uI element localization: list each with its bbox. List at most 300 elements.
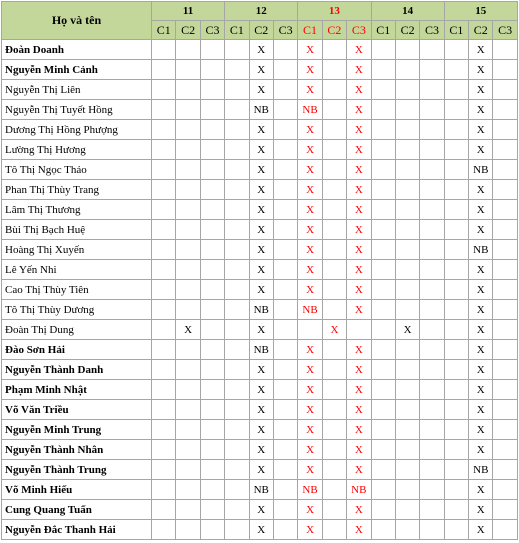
mark-cell[interactable] xyxy=(420,460,444,480)
mark-cell[interactable] xyxy=(225,300,249,320)
mark-cell[interactable] xyxy=(176,80,200,100)
mark-cell[interactable]: X xyxy=(469,320,493,340)
mark-cell[interactable] xyxy=(493,440,517,460)
mark-cell[interactable] xyxy=(493,240,517,260)
mark-cell[interactable]: X xyxy=(298,220,322,240)
mark-cell[interactable] xyxy=(225,340,249,360)
mark-cell[interactable] xyxy=(152,180,176,200)
student-name-cell[interactable]: Đào Sơn Hải xyxy=(2,340,152,360)
mark-cell[interactable] xyxy=(225,480,249,500)
mark-cell[interactable]: X xyxy=(249,120,273,140)
mark-cell[interactable] xyxy=(200,160,224,180)
mark-cell[interactable]: X xyxy=(298,40,322,60)
mark-cell[interactable] xyxy=(322,40,346,60)
mark-cell[interactable] xyxy=(444,400,468,420)
mark-cell[interactable] xyxy=(273,80,297,100)
mark-cell[interactable] xyxy=(420,520,444,540)
mark-cell[interactable]: X xyxy=(249,400,273,420)
student-name-cell[interactable]: Võ Văn Triều xyxy=(2,400,152,420)
mark-cell[interactable]: X xyxy=(249,500,273,520)
mark-cell[interactable] xyxy=(420,360,444,380)
student-name-cell[interactable]: Nguyễn Thành Nhân xyxy=(2,440,152,460)
mark-cell[interactable] xyxy=(371,500,395,520)
mark-cell[interactable]: X xyxy=(347,220,371,240)
mark-cell[interactable] xyxy=(420,240,444,260)
mark-cell[interactable] xyxy=(395,420,419,440)
student-name-cell[interactable]: Đoàn Doanh xyxy=(2,40,152,60)
mark-cell[interactable] xyxy=(395,300,419,320)
mark-cell[interactable] xyxy=(273,220,297,240)
mark-cell[interactable] xyxy=(176,360,200,380)
mark-cell[interactable] xyxy=(395,500,419,520)
mark-cell[interactable] xyxy=(395,100,419,120)
mark-cell[interactable] xyxy=(225,40,249,60)
student-name-cell[interactable]: Phạm Minh Nhật xyxy=(2,380,152,400)
student-name-cell[interactable]: Nguyễn Thị Liên xyxy=(2,80,152,100)
mark-cell[interactable]: X xyxy=(249,260,273,280)
mark-cell[interactable] xyxy=(225,260,249,280)
mark-cell[interactable]: X xyxy=(298,240,322,260)
mark-cell[interactable] xyxy=(225,400,249,420)
mark-cell[interactable] xyxy=(444,440,468,460)
mark-cell[interactable] xyxy=(444,60,468,80)
subcolumn-header[interactable]: C3 xyxy=(420,21,444,40)
mark-cell[interactable] xyxy=(420,500,444,520)
mark-cell[interactable] xyxy=(225,140,249,160)
mark-cell[interactable]: X xyxy=(347,200,371,220)
mark-cell[interactable]: X xyxy=(469,520,493,540)
mark-cell[interactable] xyxy=(420,140,444,160)
mark-cell[interactable] xyxy=(493,320,517,340)
mark-cell[interactable] xyxy=(420,100,444,120)
mark-cell[interactable] xyxy=(371,420,395,440)
mark-cell[interactable] xyxy=(152,40,176,60)
student-name-cell[interactable]: Đoàn Thị Dung xyxy=(2,320,152,340)
mark-cell[interactable] xyxy=(420,40,444,60)
mark-cell[interactable]: X xyxy=(347,500,371,520)
mark-cell[interactable] xyxy=(371,220,395,240)
mark-cell[interactable]: NB xyxy=(298,300,322,320)
mark-cell[interactable] xyxy=(444,480,468,500)
mark-cell[interactable] xyxy=(176,420,200,440)
mark-cell[interactable] xyxy=(444,180,468,200)
mark-cell[interactable] xyxy=(371,480,395,500)
subcolumn-header[interactable]: C2 xyxy=(176,21,200,40)
mark-cell[interactable] xyxy=(444,240,468,260)
mark-cell[interactable] xyxy=(395,140,419,160)
mark-cell[interactable] xyxy=(493,400,517,420)
mark-cell[interactable]: X xyxy=(249,80,273,100)
subcolumn-header[interactable]: C1 xyxy=(298,21,322,40)
mark-cell[interactable] xyxy=(152,140,176,160)
mark-cell[interactable] xyxy=(152,380,176,400)
mark-cell[interactable] xyxy=(444,280,468,300)
student-name-cell[interactable]: Nguyễn Minh Cảnh xyxy=(2,60,152,80)
mark-cell[interactable]: X xyxy=(298,500,322,520)
mark-cell[interactable] xyxy=(420,340,444,360)
mark-cell[interactable] xyxy=(322,440,346,460)
mark-cell[interactable] xyxy=(395,220,419,240)
mark-cell[interactable]: X xyxy=(298,140,322,160)
mark-cell[interactable]: NB xyxy=(249,480,273,500)
mark-cell[interactable] xyxy=(200,260,224,280)
mark-cell[interactable]: NB xyxy=(469,160,493,180)
student-name-cell[interactable]: Lê Yến Nhi xyxy=(2,260,152,280)
mark-cell[interactable] xyxy=(395,480,419,500)
mark-cell[interactable]: X xyxy=(469,140,493,160)
mark-cell[interactable] xyxy=(322,260,346,280)
student-name-cell[interactable]: Tô Thị Thùy Dương xyxy=(2,300,152,320)
mark-cell[interactable] xyxy=(273,340,297,360)
mark-cell[interactable] xyxy=(322,180,346,200)
mark-cell[interactable]: X xyxy=(347,140,371,160)
mark-cell[interactable]: X xyxy=(469,500,493,520)
mark-cell[interactable] xyxy=(152,340,176,360)
mark-cell[interactable] xyxy=(200,500,224,520)
mark-cell[interactable] xyxy=(371,320,395,340)
mark-cell[interactable] xyxy=(322,340,346,360)
mark-cell[interactable] xyxy=(322,380,346,400)
mark-cell[interactable]: NB xyxy=(347,480,371,500)
mark-cell[interactable]: X xyxy=(469,360,493,380)
mark-cell[interactable] xyxy=(200,280,224,300)
mark-cell[interactable] xyxy=(152,220,176,240)
subcolumn-header[interactable]: C3 xyxy=(347,21,371,40)
mark-cell[interactable] xyxy=(444,200,468,220)
mark-cell[interactable]: X xyxy=(249,160,273,180)
mark-cell[interactable] xyxy=(444,80,468,100)
mark-cell[interactable]: X xyxy=(249,420,273,440)
mark-cell[interactable] xyxy=(152,120,176,140)
mark-cell[interactable] xyxy=(493,220,517,240)
mark-cell[interactable] xyxy=(225,160,249,180)
mark-cell[interactable] xyxy=(273,480,297,500)
mark-cell[interactable] xyxy=(298,320,322,340)
mark-cell[interactable] xyxy=(322,200,346,220)
mark-cell[interactable] xyxy=(225,460,249,480)
mark-cell[interactable] xyxy=(225,280,249,300)
mark-cell[interactable]: X xyxy=(249,40,273,60)
mark-cell[interactable]: X xyxy=(249,440,273,460)
mark-cell[interactable]: X xyxy=(347,420,371,440)
mark-cell[interactable] xyxy=(493,100,517,120)
mark-cell[interactable] xyxy=(176,520,200,540)
mark-cell[interactable]: X xyxy=(298,460,322,480)
mark-cell[interactable] xyxy=(273,60,297,80)
mark-cell[interactable] xyxy=(176,460,200,480)
mark-cell[interactable] xyxy=(395,280,419,300)
mark-cell[interactable] xyxy=(444,420,468,440)
mark-cell[interactable]: X xyxy=(298,520,322,540)
mark-cell[interactable] xyxy=(273,120,297,140)
mark-cell[interactable] xyxy=(322,100,346,120)
mark-cell[interactable] xyxy=(152,60,176,80)
mark-cell[interactable]: X xyxy=(347,300,371,320)
mark-cell[interactable] xyxy=(152,200,176,220)
mark-cell[interactable] xyxy=(152,300,176,320)
mark-cell[interactable]: X xyxy=(298,200,322,220)
student-name-cell[interactable]: Dương Thị Hồng Phượng xyxy=(2,120,152,140)
mark-cell[interactable]: NB xyxy=(469,460,493,480)
mark-cell[interactable] xyxy=(225,80,249,100)
mark-cell[interactable] xyxy=(420,440,444,460)
mark-cell[interactable]: X xyxy=(249,60,273,80)
column-group-0[interactable]: 11 xyxy=(152,2,225,21)
mark-cell[interactable] xyxy=(420,120,444,140)
mark-cell[interactable] xyxy=(371,140,395,160)
mark-cell[interactable] xyxy=(371,260,395,280)
mark-cell[interactable] xyxy=(152,440,176,460)
mark-cell[interactable] xyxy=(273,360,297,380)
mark-cell[interactable] xyxy=(420,180,444,200)
mark-cell[interactable] xyxy=(273,280,297,300)
mark-cell[interactable]: X xyxy=(298,60,322,80)
mark-cell[interactable] xyxy=(420,80,444,100)
subcolumn-header[interactable]: C3 xyxy=(273,21,297,40)
mark-cell[interactable] xyxy=(493,360,517,380)
mark-cell[interactable] xyxy=(322,520,346,540)
mark-cell[interactable] xyxy=(176,280,200,300)
mark-cell[interactable] xyxy=(322,140,346,160)
student-name-cell[interactable]: Bùi Thị Bạch Huệ xyxy=(2,220,152,240)
mark-cell[interactable]: X xyxy=(249,200,273,220)
mark-cell[interactable]: X xyxy=(298,340,322,360)
mark-cell[interactable]: X xyxy=(347,400,371,420)
mark-cell[interactable] xyxy=(493,180,517,200)
mark-cell[interactable] xyxy=(322,300,346,320)
mark-cell[interactable]: X xyxy=(347,340,371,360)
mark-cell[interactable] xyxy=(176,300,200,320)
mark-cell[interactable] xyxy=(152,480,176,500)
mark-cell[interactable] xyxy=(200,180,224,200)
mark-cell[interactable] xyxy=(420,300,444,320)
mark-cell[interactable] xyxy=(225,500,249,520)
mark-cell[interactable] xyxy=(395,160,419,180)
mark-cell[interactable]: X xyxy=(249,240,273,260)
student-name-cell[interactable]: Cung Quang Tuấn xyxy=(2,500,152,520)
mark-cell[interactable] xyxy=(493,420,517,440)
mark-cell[interactable]: X xyxy=(249,380,273,400)
mark-cell[interactable] xyxy=(273,320,297,340)
mark-cell[interactable] xyxy=(200,340,224,360)
mark-cell[interactable] xyxy=(322,500,346,520)
mark-cell[interactable] xyxy=(322,400,346,420)
mark-cell[interactable]: X xyxy=(347,120,371,140)
mark-cell[interactable] xyxy=(420,200,444,220)
mark-cell[interactable] xyxy=(225,320,249,340)
mark-cell[interactable] xyxy=(493,80,517,100)
mark-cell[interactable]: X xyxy=(249,280,273,300)
mark-cell[interactable]: NB xyxy=(249,100,273,120)
mark-cell[interactable] xyxy=(176,200,200,220)
mark-cell[interactable] xyxy=(176,400,200,420)
mark-cell[interactable] xyxy=(273,160,297,180)
student-name-cell[interactable]: Tô Thị Ngọc Thảo xyxy=(2,160,152,180)
mark-cell[interactable] xyxy=(273,400,297,420)
mark-cell[interactable] xyxy=(395,120,419,140)
student-name-cell[interactable]: Nguyễn Thị Tuyết Hồng xyxy=(2,100,152,120)
student-name-cell[interactable]: Cao Thị Thùy Tiên xyxy=(2,280,152,300)
mark-cell[interactable]: X xyxy=(469,60,493,80)
mark-cell[interactable] xyxy=(444,40,468,60)
mark-cell[interactable] xyxy=(395,520,419,540)
mark-cell[interactable] xyxy=(176,240,200,260)
mark-cell[interactable] xyxy=(225,440,249,460)
mark-cell[interactable] xyxy=(420,320,444,340)
mark-cell[interactable]: X xyxy=(347,280,371,300)
mark-cell[interactable] xyxy=(200,320,224,340)
mark-cell[interactable] xyxy=(444,120,468,140)
mark-cell[interactable] xyxy=(444,100,468,120)
subcolumn-header[interactable]: C1 xyxy=(225,21,249,40)
mark-cell[interactable] xyxy=(273,180,297,200)
mark-cell[interactable]: X xyxy=(347,380,371,400)
mark-cell[interactable]: X xyxy=(249,360,273,380)
mark-cell[interactable] xyxy=(273,40,297,60)
subcolumn-header[interactable]: C1 xyxy=(371,21,395,40)
mark-cell[interactable] xyxy=(225,180,249,200)
mark-cell[interactable]: X xyxy=(249,320,273,340)
mark-cell[interactable]: NB xyxy=(249,300,273,320)
mark-cell[interactable] xyxy=(371,360,395,380)
mark-cell[interactable] xyxy=(444,500,468,520)
mark-cell[interactable] xyxy=(371,160,395,180)
mark-cell[interactable] xyxy=(322,280,346,300)
mark-cell[interactable] xyxy=(200,520,224,540)
mark-cell[interactable] xyxy=(152,260,176,280)
mark-cell[interactable] xyxy=(200,240,224,260)
mark-cell[interactable] xyxy=(322,120,346,140)
mark-cell[interactable]: X xyxy=(347,460,371,480)
mark-cell[interactable] xyxy=(200,360,224,380)
mark-cell[interactable] xyxy=(493,460,517,480)
mark-cell[interactable] xyxy=(152,240,176,260)
mark-cell[interactable] xyxy=(371,440,395,460)
mark-cell[interactable] xyxy=(200,460,224,480)
mark-cell[interactable]: NB xyxy=(298,480,322,500)
mark-cell[interactable] xyxy=(176,260,200,280)
mark-cell[interactable] xyxy=(322,480,346,500)
mark-cell[interactable] xyxy=(493,520,517,540)
mark-cell[interactable]: X xyxy=(347,520,371,540)
mark-cell[interactable]: X xyxy=(347,100,371,120)
mark-cell[interactable] xyxy=(395,80,419,100)
mark-cell[interactable] xyxy=(371,340,395,360)
mark-cell[interactable]: X xyxy=(469,200,493,220)
mark-cell[interactable]: X xyxy=(298,280,322,300)
mark-cell[interactable] xyxy=(371,120,395,140)
mark-cell[interactable] xyxy=(152,80,176,100)
mark-cell[interactable] xyxy=(493,120,517,140)
mark-cell[interactable] xyxy=(371,240,395,260)
mark-cell[interactable] xyxy=(273,420,297,440)
mark-cell[interactable] xyxy=(444,140,468,160)
student-name-cell[interactable]: Hoàng Thị Xuyến xyxy=(2,240,152,260)
mark-cell[interactable] xyxy=(493,40,517,60)
mark-cell[interactable]: X xyxy=(298,260,322,280)
mark-cell[interactable] xyxy=(493,500,517,520)
mark-cell[interactable]: X xyxy=(298,80,322,100)
mark-cell[interactable] xyxy=(273,260,297,280)
mark-cell[interactable] xyxy=(444,380,468,400)
mark-cell[interactable] xyxy=(200,480,224,500)
mark-cell[interactable] xyxy=(176,340,200,360)
mark-cell[interactable] xyxy=(176,160,200,180)
subcolumn-header[interactable]: C2 xyxy=(395,21,419,40)
mark-cell[interactable]: X xyxy=(298,400,322,420)
mark-cell[interactable]: X xyxy=(469,40,493,60)
mark-cell[interactable] xyxy=(152,280,176,300)
mark-cell[interactable]: X xyxy=(322,320,346,340)
mark-cell[interactable] xyxy=(493,200,517,220)
mark-cell[interactable]: X xyxy=(469,300,493,320)
mark-cell[interactable]: NB xyxy=(249,340,273,360)
mark-cell[interactable] xyxy=(420,160,444,180)
mark-cell[interactable] xyxy=(444,340,468,360)
subcolumn-header[interactable]: C3 xyxy=(493,21,517,40)
mark-cell[interactable] xyxy=(200,200,224,220)
mark-cell[interactable]: X xyxy=(176,320,200,340)
mark-cell[interactable] xyxy=(176,500,200,520)
mark-cell[interactable] xyxy=(322,160,346,180)
mark-cell[interactable] xyxy=(395,440,419,460)
mark-cell[interactable]: X xyxy=(469,180,493,200)
mark-cell[interactable] xyxy=(371,40,395,60)
mark-cell[interactable] xyxy=(371,520,395,540)
mark-cell[interactable] xyxy=(273,200,297,220)
mark-cell[interactable] xyxy=(225,380,249,400)
student-name-cell[interactable]: Nguyễn Thành Trung xyxy=(2,460,152,480)
mark-cell[interactable] xyxy=(273,100,297,120)
mark-cell[interactable]: X xyxy=(249,460,273,480)
mark-cell[interactable]: X xyxy=(347,180,371,200)
mark-cell[interactable]: X xyxy=(347,260,371,280)
mark-cell[interactable] xyxy=(395,40,419,60)
mark-cell[interactable] xyxy=(200,40,224,60)
mark-cell[interactable] xyxy=(176,100,200,120)
mark-cell[interactable] xyxy=(176,220,200,240)
mark-cell[interactable]: X xyxy=(298,160,322,180)
mark-cell[interactable]: X xyxy=(249,220,273,240)
mark-cell[interactable]: X xyxy=(249,140,273,160)
mark-cell[interactable]: X xyxy=(298,420,322,440)
mark-cell[interactable]: X xyxy=(298,180,322,200)
mark-cell[interactable]: X xyxy=(469,220,493,240)
mark-cell[interactable] xyxy=(420,220,444,240)
mark-cell[interactable] xyxy=(371,300,395,320)
mark-cell[interactable] xyxy=(273,500,297,520)
mark-cell[interactable] xyxy=(322,240,346,260)
mark-cell[interactable] xyxy=(395,260,419,280)
mark-cell[interactable] xyxy=(152,320,176,340)
mark-cell[interactable] xyxy=(420,400,444,420)
mark-cell[interactable] xyxy=(225,220,249,240)
subcolumn-header[interactable]: C2 xyxy=(249,21,273,40)
mark-cell[interactable]: X xyxy=(249,180,273,200)
mark-cell[interactable] xyxy=(200,140,224,160)
mark-cell[interactable] xyxy=(152,520,176,540)
mark-cell[interactable] xyxy=(371,180,395,200)
subcolumn-header[interactable]: C1 xyxy=(152,21,176,40)
mark-cell[interactable] xyxy=(176,40,200,60)
mark-cell[interactable] xyxy=(322,420,346,440)
mark-cell[interactable] xyxy=(322,360,346,380)
mark-cell[interactable]: X xyxy=(347,440,371,460)
mark-cell[interactable] xyxy=(225,420,249,440)
mark-cell[interactable] xyxy=(200,220,224,240)
mark-cell[interactable] xyxy=(200,380,224,400)
mark-cell[interactable] xyxy=(444,220,468,240)
